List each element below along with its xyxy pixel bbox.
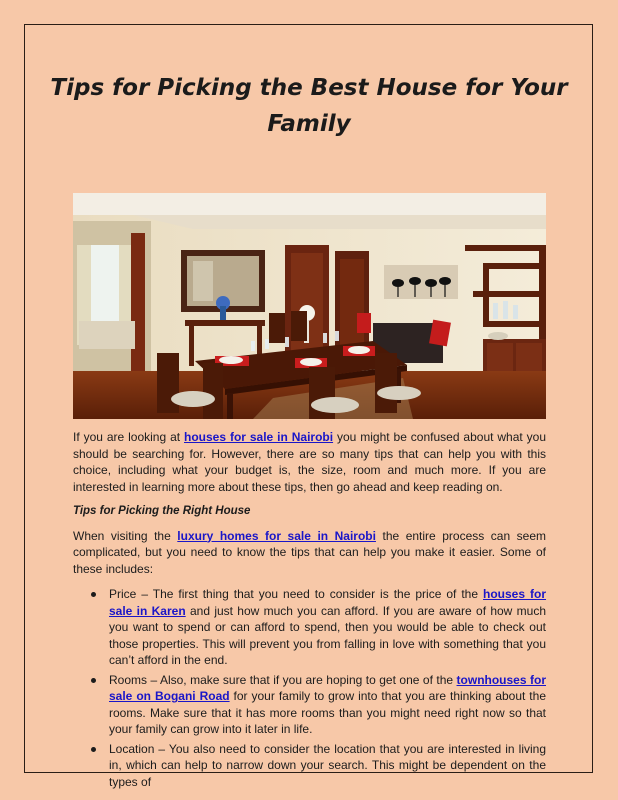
list-item-text: and just how much you can afford. If you are aware of how much you want to spend or can afford to spend, then you would be able to check out those properties. This will prevent you from falling in love with something that you can’t afford in the end. (109, 603, 547, 667)
houses-for-sale-in-nairobi-link[interactable]: houses for sale in Nairobi (184, 430, 334, 444)
intro-text-start: If you are looking at (73, 430, 185, 444)
townhouses-bogani-road-link[interactable]: townhouses for sale on Bogani Road (109, 672, 546, 703)
list-item-rooms (109, 672, 546, 738)
dining-room-photo (73, 193, 546, 419)
houses-for-sale-in-karen-link[interactable]: houses for sale in Karen (109, 587, 547, 618)
luxury-homes-link[interactable]: luxury homes for sale in Nairobi (177, 528, 376, 543)
bullet-icon (91, 747, 96, 752)
bullet-icon (91, 678, 96, 683)
list-item-text: Rooms – Also, make sure that if you are hoping to get one of the (109, 672, 457, 687)
lead-text-end: the entire process can seem complicated, but you need to know the tips that can help you make it easier. Some of these includes: (73, 528, 547, 576)
list-item-text: Location – You also need to consider the location that you are interested in living in, which can help to narrow down your search. This might be dependent on the types of (109, 741, 546, 789)
intro-text-end: you might be confused about what you should be searching for. However, there are so many tips that can help you with this choice, including what your budget is, the size, room and much more. If you are interested in learning more about these tips, then go ahead and keep reading on. (73, 430, 546, 494)
bullet-icon (91, 592, 96, 597)
lead-paragraph (73, 528, 546, 578)
article-body (73, 429, 546, 793)
intro-paragraph (73, 429, 546, 495)
list-item-price (109, 586, 546, 669)
lead-text-start: When visiting the (73, 528, 178, 543)
section-subheading: Tips for Picking the Right House (73, 505, 251, 517)
page-title: Tips for Picking the Best House for Your Family (50, 75, 568, 137)
list-item-text: Price – The first thing that you need to consider is the price of the (109, 587, 484, 601)
list-item-location (109, 741, 546, 791)
tips-list (73, 586, 546, 790)
list-item-text: for your family to grow into that you are thinking about the rooms. Make sure that it has more rooms than you might need right now so that your family can grow into it later in life. (109, 689, 546, 736)
